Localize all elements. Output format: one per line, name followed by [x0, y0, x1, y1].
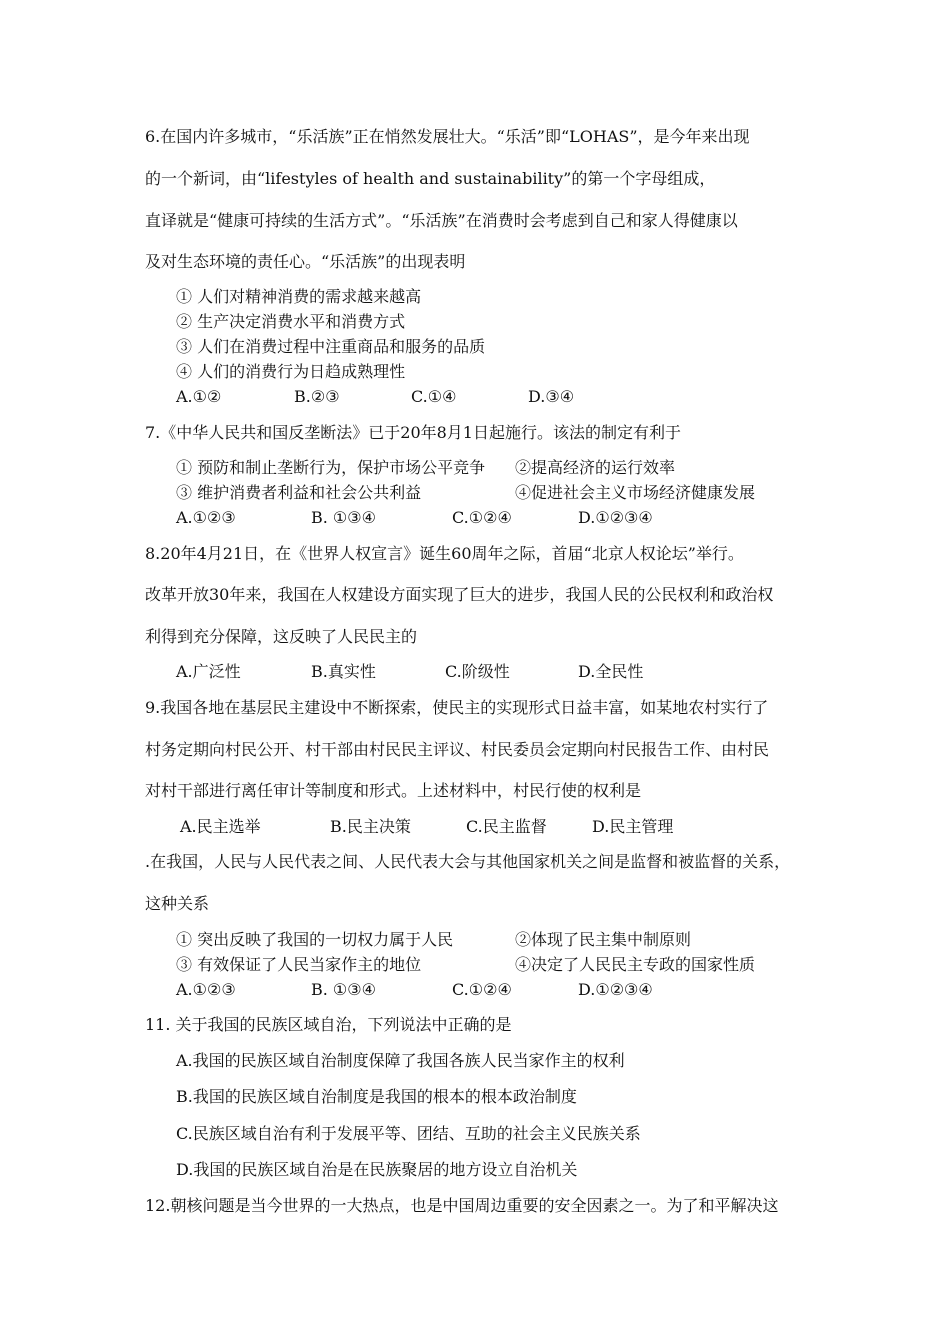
- q6-stem-line-4: 及对生态环境的责任心。“乐活族”的出现表明: [145, 252, 466, 271]
- q8-stem-line-3: 利得到充分保障，这反映了人民民主的: [145, 627, 418, 646]
- q7-option-c: C.①②④: [452, 508, 512, 527]
- q10-option-b: B. ①③④: [311, 980, 376, 999]
- q6-stem-line-3: 直译就是“健康可持续的生活方式”。“乐活族”在消费时会考虑到自己和家人得健康以: [145, 211, 738, 230]
- q6-stem-line-2: 的一个新词，由“lifestyles of health and sustainability”的第一个字母组成，: [145, 169, 716, 188]
- q8-option-a: A.广泛性: [176, 662, 241, 681]
- q6-option-b: B.②③: [294, 387, 340, 406]
- q7-option-b: B. ①③④: [311, 508, 376, 527]
- q10-item-3: ③ 有效保证了人民当家作主的地位: [176, 955, 422, 974]
- q7-item-1: ① 预防和制止垄断行为，保护市场公平竞争: [176, 458, 486, 477]
- q8-stem-line-1: 8.20年4月21日，在《世界人权宣言》诞生60周年之际，首届“北京人权论坛”举行。: [145, 544, 744, 563]
- q10-stem-line-2: 这种关系: [145, 894, 210, 913]
- q6-option-a: A.①②: [176, 387, 222, 406]
- q10-stem-line-1: .在我国，人民与人民代表之间、人民代表大会与其他国家机关之间是监督和被监督的关系，: [145, 852, 791, 871]
- q6-item-2: ② 生产决定消费水平和消费方式: [176, 312, 406, 331]
- q10-item-4: ④决定了人民民主专政的国家性质: [515, 955, 756, 974]
- q6-option-c: C.①④: [411, 387, 457, 406]
- q9-option-d: D.民主管理: [592, 817, 674, 836]
- q6-item-3: ③ 人们在消费过程中注重商品和服务的品质: [176, 337, 486, 356]
- q9-option-c: C.民主监督: [466, 817, 547, 836]
- q9-option-b: B.民主决策: [330, 817, 411, 836]
- q7-item-3: ③ 维护消费者利益和社会公共利益: [176, 483, 422, 502]
- q9-stem-line-3: 对村干部进行离任审计等制度和形式。上述材料中，村民行使的权利是: [145, 781, 642, 800]
- q10-item-2: ②体现了民主集中制原则: [515, 930, 692, 949]
- q9-stem-line-2: 村务定期向村民公开、村干部由村民民主评议、村民委员会定期向村民报告工作、由村民: [145, 740, 770, 759]
- q11-option-c: C.民族区域自治有利于发展平等、团结、互助的社会主义民族关系: [176, 1124, 641, 1143]
- q7-option-a: A.①②③: [176, 508, 236, 527]
- q7-option-d: D.①②③④: [578, 508, 653, 527]
- q11-option-a: A.我国的民族区域自治制度保障了我国各族人民当家作主的权利: [176, 1051, 625, 1070]
- q7-stem: 7.《中华人民共和国反垄断法》已于20年8月1日起施行。该法的制定有利于: [145, 423, 681, 442]
- q6-item-1: ① 人们对精神消费的需求越来越高: [176, 287, 422, 306]
- q10-option-c: C.①②④: [452, 980, 512, 999]
- q6-stem-line-1: 6.在国内许多城市，“乐活族”正在悄然发展壮大。“乐活”即“LOHAS”，是今年来出现: [145, 127, 750, 146]
- q12-stem: 12.朝核问题是当今世界的一大热点，也是中国周边重要的安全因素之一。为了和平解决这: [145, 1196, 779, 1215]
- q11-option-d: D.我国的民族区域自治是在民族聚居的地方设立自治机关: [176, 1160, 578, 1179]
- q9-option-a: A.民主选举: [180, 817, 261, 836]
- q8-option-d: D.全民性: [578, 662, 644, 681]
- q6-item-4: ④ 人们的消费行为日趋成熟理性: [176, 362, 406, 381]
- q6-option-d: D.③④: [528, 387, 575, 406]
- q8-stem-line-2: 改革开放30年来，我国在人权建设方面实现了巨大的进步，我国人民的公民权利和政治权: [145, 585, 774, 604]
- q10-item-1: ① 突出反映了我国的一切权力属于人民: [176, 930, 454, 949]
- q7-item-4: ④促进社会主义市场经济健康发展: [515, 483, 756, 502]
- q7-item-2: ②提高经济的运行效率: [515, 458, 676, 477]
- q8-option-c: C.阶级性: [445, 662, 510, 681]
- q9-stem-line-1: 9.我国各地在基层民主建设中不断探索，使民主的实现形式日益丰富，如某地农村实行了: [145, 698, 769, 717]
- q10-option-a: A.①②③: [176, 980, 236, 999]
- q11-stem: 11. 关于我国的民族区域自治，下列说法中正确的是: [145, 1015, 512, 1034]
- q8-option-b: B.真实性: [311, 662, 376, 681]
- q11-option-b: B.我国的民族区域自治制度是我国的根本的根本政治制度: [176, 1087, 577, 1106]
- q10-option-d: D.①②③④: [578, 980, 653, 999]
